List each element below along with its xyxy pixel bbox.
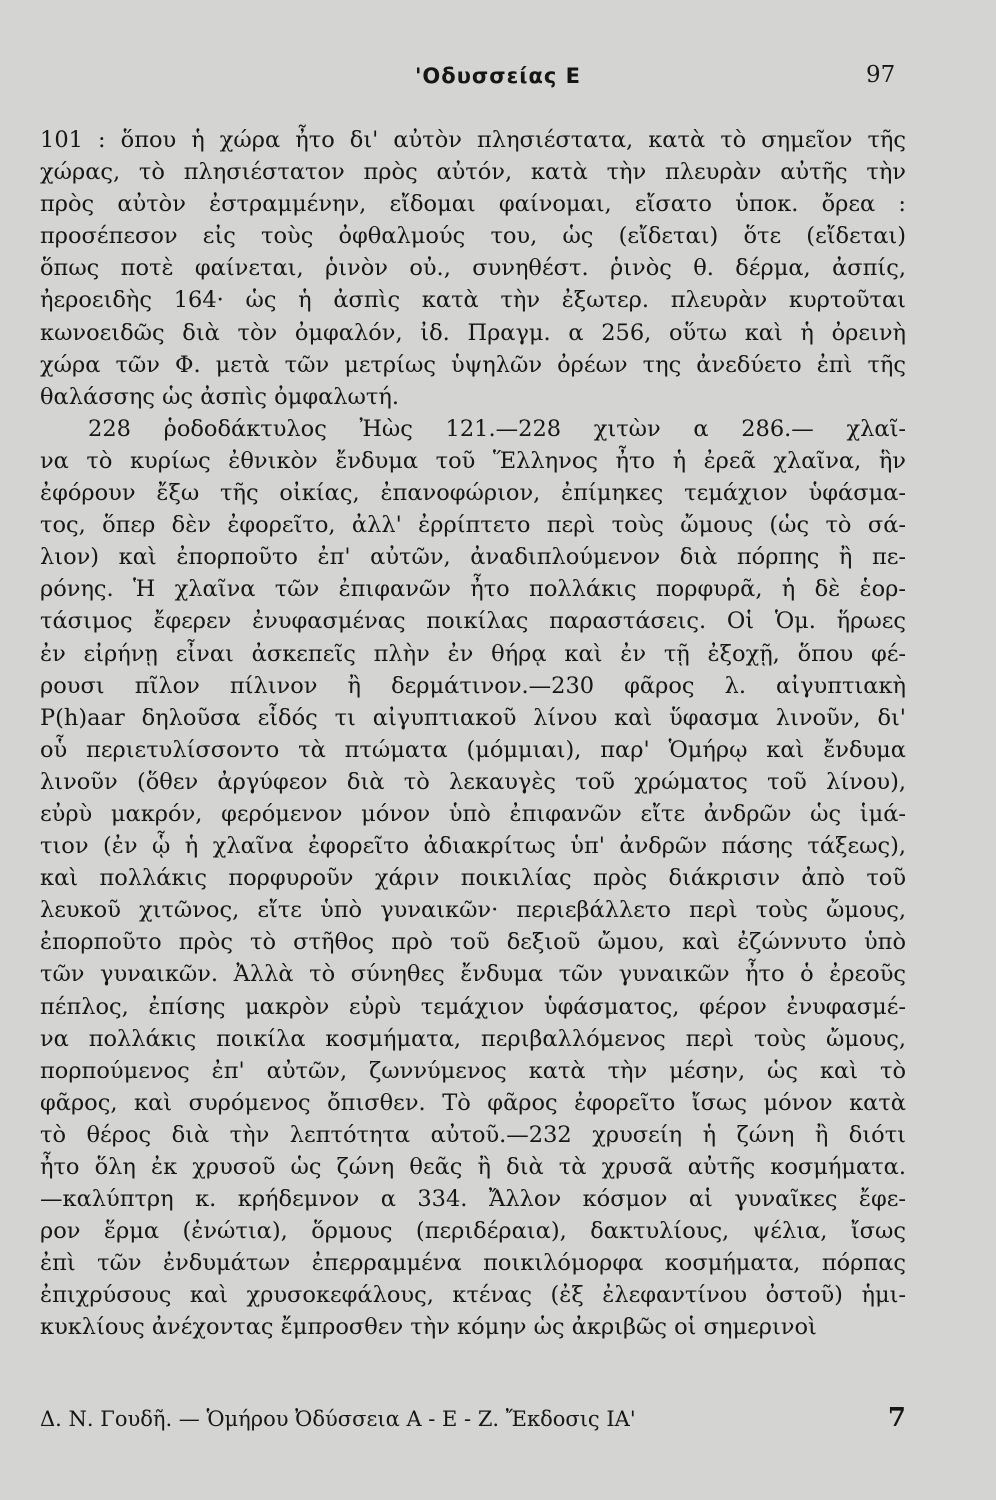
running-head: 'Οδυσσείας Ε (415, 64, 582, 88)
text-line: P(h)aar δηλοῦσα εἶδός τι αἰγυπτιακοῦ λίνου καὶ ὕφασμα λινοῦν, δι' (40, 704, 906, 731)
text-line: 101 : ὅπου ἡ χώρα ἦτο δι' αὐτὸν πλησιέστατα, κατὰ τὸ σημεῖον τῆς (40, 127, 906, 153)
text-line: ἐπιχρύσους καὶ χρυσοκεφάλους, κτένας (ἐξ ἐλεφαντίνου ὀστοῦ) ἡμι- (40, 1282, 906, 1309)
text-line: τάσιμος ἔφερεν ἐνυφασμένας ποικίλας παραστάσεις. Οἱ Ὁμ. ἥρωες (40, 608, 906, 635)
text-line: τιον (ἐν ᾧ ἡ χλαῖνα ἐφορεῖτο ἀδιακρίτως ὑπ' ἀνδρῶν πάσης τάξεως), (40, 833, 906, 860)
text-line: τὸ θέρος διὰ τὴν λεπτότητα αὐτοῦ.—232 χρυσείη ἡ ζώνη ἢ διότι (40, 1121, 906, 1148)
text-line: 228 ῥοδοδάκτυλος Ἠὼς 121.—228 χιτὼν α 286.— χλαῖ- (88, 415, 906, 442)
text-line: να τὸ κυρίως ἐθνικὸν ἔνδυμα τοῦ Ἕλληνος ἦτο ἡ ἐρεᾶ χλαῖνα, ἣν (40, 447, 906, 474)
text-line: κωνοειδῶς διὰ τὸν ὀμφαλόν, ἰδ. Πραγμ. α 256, οὕτω καὶ ἡ ὀρεινὴ (40, 319, 906, 346)
text-line: τῶν γυναικῶν. Ἀλλὰ τὸ σύνηθες ἔνδυμα τῶν γυναικῶν ἦτο ὁ ἐρεοῦς (40, 961, 906, 988)
text-line: εὐρὺ μακρόν, φερόμενον μόνον ὑπὸ ἐπιφανῶν εἴτε ἀνδρῶν ὡς ἱμά- (40, 800, 906, 827)
text-line: πέπλος, ἐπίσης μακρὸν εὐρὺ τεμάχιον ὑφάσματος, φέρον ἐνυφασμέ- (40, 993, 906, 1020)
text-line: πρὸς αὐτὸν ἐστραμμένην, εἴδομαι φαίνομαι, εἴσατο ὑποκ. ὄρεα : (40, 191, 906, 218)
text-line: λευκοῦ χιτῶνος, εἴτε ὑπὸ γυναικῶν· περιεβάλλετο περὶ τοὺς ὤμους, (40, 897, 906, 924)
text-line: χώρα τῶν Φ. μετὰ τῶν μετρίως ὑψηλῶν ὀρέων της ἀνεδύετο ἐπὶ τῆς (40, 351, 906, 378)
text-line: ρόνης. Ἡ χλαῖνα τῶν ἐπιφανῶν ἦτο πολλάκις πορφυρᾶ, ἡ δὲ ἑορ- (40, 576, 906, 603)
text-line: ρουσι πῖλον πίλινον ἢ δερμάτινον.—230 φᾶρος λ. αἰγυπτιακὴ (40, 672, 906, 699)
page-header (0, 62, 996, 102)
text-line: χώρας, τὸ πλησιέστατον πρὸς αὐτόν, κατὰ τὴν πλευρὰν αὐτῆς τὴν (40, 159, 906, 186)
text-line: ὅπως ποτὲ φαίνεται, ῥινὸν οὐ., συνηθέστ. ῥινὸς θ. δέρμα, ἀσπίς, (40, 255, 906, 282)
text-line: καὶ πολλάκις πορφυροῦν χάριν ποικιλίας πρὸς διάκρισιν ἀπὸ τοῦ (40, 865, 906, 892)
text-line: ἠεροειδὴς 164· ὡς ἡ ἀσπὶς κατὰ τὴν ἐξωτερ. πλευρὰν κυρτοῦται (40, 287, 906, 314)
text-line: ρον ἕρμα (ἐνώτια), ὅρμους (περιδέραια), δακτυλίους, ψέλια, ἴσως (40, 1218, 906, 1245)
text-line: λιον) καὶ ἐπορποῦτο ἐπ' αὐτῶν, ἀναδιπλούμενον διὰ πόρπης ἢ πε- (40, 544, 906, 571)
footer-imprint: Δ. Ν. Γουδῆ. — Ὁμήρου Ὀδύσσεια Α - Ε - Ζ. Ἔκδοσις ΙΑ' (40, 1407, 636, 1431)
text-line: ἐπὶ τῶν ἐνδυμάτων ἐπερραμμένα ποικιλόμορφα κοσμήματα, πόρπας (40, 1250, 906, 1277)
text-line: προσέπεσον εἰς τοὺς ὀφθαλμούς του, ὡς (εἴδεται) ὅτε (εἴδεται) (40, 223, 906, 250)
page-footer (40, 1403, 906, 1441)
text-line: λινοῦν (ὅθεν ἀργύφεον διὰ τὸ λεκαυγὲς τοῦ χρώματος τοῦ λίνου), (40, 768, 906, 795)
sheet-signature: 7 (887, 1403, 906, 1433)
text-line: τος, ὅπερ δὲν ἐφορεῖτο, ἀλλ' ἐρρίπτετο περὶ τοὺς ὤμους (ὡς τὸ σά- (40, 512, 906, 539)
text-line: κυκλίους ἀνέχοντας ἔμπροσθεν τὴν κόμην ὡς ἀκριβῶς οἱ σημερινοὶ (40, 1314, 817, 1341)
text-line: —καλύπτρη κ. κρήδεμνον α 334. Ἄλλον κόσμον αἱ γυναῖκες ἔφε- (40, 1186, 906, 1213)
text-line: ἐφόρουν ἔξω τῆς οἰκίας, ἐπανοφώριον, ἐπίμηκες τεμάχιον ὑφάσμα- (40, 480, 906, 507)
text-line: ἐν εἰρήνῃ εἶναι ἀσκεπεῖς πλὴν ἐν θήρᾳ καὶ ἐν τῇ ἐξοχῇ, ὅπου φέ- (40, 640, 906, 667)
page-number: 97 (866, 62, 896, 88)
text-line: να πολλάκις ποικίλα κοσμήματα, περιβαλλόμενος περὶ τοὺς ὤμους, (40, 1025, 906, 1052)
text-line: φᾶρος, καὶ συρόμενος ὄπισθεν. Τὸ φᾶρος ἐφορεῖτο ἴσως μόνον κατὰ (40, 1089, 906, 1116)
text-line: οὗ περιετυλίσσοντο τὰ πτώματα (μόμμιαι), παρ' Ὁμήρῳ καὶ ἔνδυμα (40, 736, 906, 763)
commentary-text (40, 124, 906, 1344)
text-line: πορπούμενος ἐπ' αὐτῶν, ζωννύμενος κατὰ τὴν μέσην, ὡς καὶ τὸ (40, 1057, 906, 1084)
text-line: ἦτο ὅλη ἐκ χρυσοῦ ὡς ζώνη θεᾶς ἢ διὰ τὰ χρυσᾶ αὐτῆς κοσμήματα. (40, 1154, 906, 1180)
text-line: ἐπορποῦτο πρὸς τὸ στῆθος πρὸ τοῦ δεξιοῦ ὤμου, καὶ ἐζώννυτο ὑπὸ (40, 929, 906, 956)
text-line: θαλάσσης ὡς ἀσπὶς ὀμφαλωτή. (40, 383, 399, 410)
